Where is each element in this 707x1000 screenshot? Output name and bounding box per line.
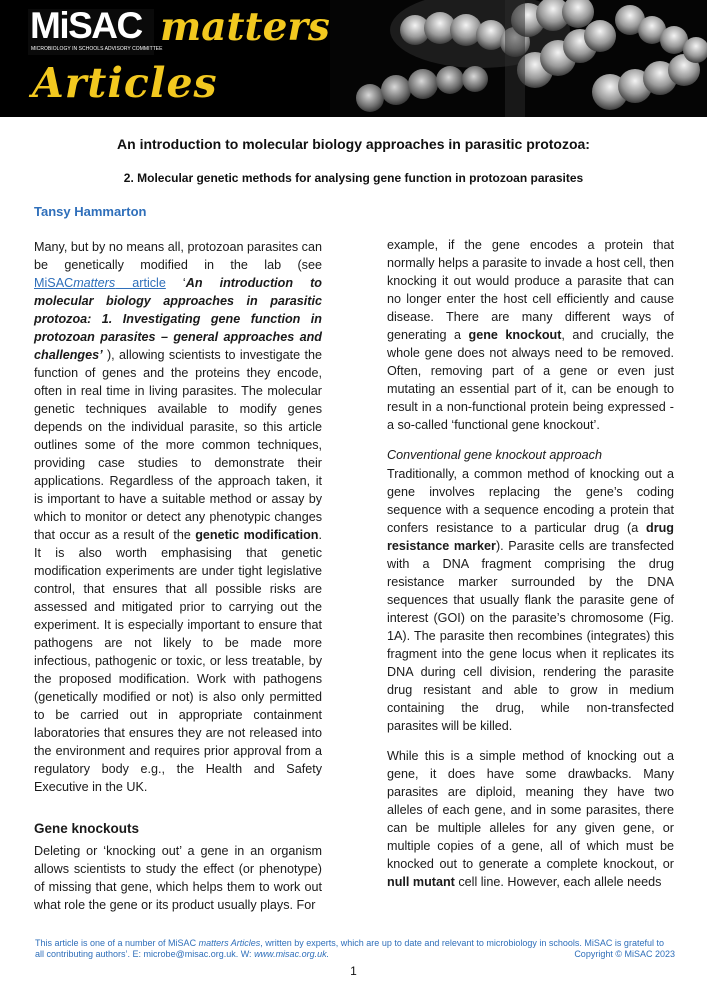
intro-paragraph: Many, but by no means all, protozoan parasites can be genetically modified in the lab (see MiSACmatters article ‘An introduction to molecular biology approaches in parasitic protozoa: 1. Investigating gene function in protozoan parasites – general approaches and challenges’ ), allowing scientists to investigate the function of genes and the proteins they encode, often in real time in living parasites. The molecular genetic techniques available to modify genes depends on the individual parasite, so this article outlines some of the more common techniques, providing case studies to demonstrate their applications. Regardless of the approach taken, it is important to have a suitable method or assay by which to monitor or detect any phenotypic changes that occur as a result of the genetic modification. It is also worth emphasising that genetic modification experiments are under tight legislative control, that ensures that all possible risks are assessed and mitigated prior to carrying out the experiment. It is especially important to ensure that pathogens are not likely to be made more infectious, pathogenic or toxic, or less treatable, by the proposed modification. Work with pathogens (genetically modified or not) is also only permitted to be carried out in appropriate containment laboratories that ensures they are not released into the environment and requires prior approval from a regulatory body e.g., the Health and Safety Executive in the UK. [34,240,323,794]
misac-logo-subtitle: MICROBIOLOGY IN SCHOOLS ADVISORY COMMITTEE [31,46,163,52]
author-name: Tansy Hammarton [34,204,147,219]
subheading-conventional-knockout: Conventional gene knockout approach [387,448,602,462]
right-column [387,236,674,891]
term-drug-resistance-marker: drug resistance marker [387,521,674,553]
copyright-notice: Copyright © MiSAC 2023 [574,949,675,959]
left-column [34,238,322,914]
bacteria-micrograph-image [330,0,707,117]
knockout-paragraph: Deleting or ‘knocking out’ a gene in an organism allows scientists to study the effect (or phenotype) of missing that gene, which helps them to work out what role the gene or its product usually plays. For [34,844,322,912]
section-heading-gene-knockouts: Gene knockouts [34,821,140,836]
banner-matters-text: matters [160,4,330,50]
term-genetic-modification: genetic modification [195,528,319,542]
article-title: An introduction to molecular biology approaches in parasitic protozoa: [117,136,590,152]
referenced-article-title: An introduction to molecular biology approaches in parasitic protozoa: 1. Investigating gene function in protozoan parasites – general approaches and challenges’ [34,276,323,362]
conventional-knockout-paragraph: Traditionally, a common method of knocking out a gene involves replacing the gene’s coding sequence with a sequence encoding a protein that confers resistance to a particular drug (a drug resistance marker). Parasite cells are transfected with a DNA fragment comprising the drug resistance marker surrounded by the DNA sequences that usually flank the parasite gene of interest (GOI) on the parasite’s chromosome (Fig. 1A). The parasite then recombines (integrates) this fragment into the gene locus when it replicates its DNA during cell division, rendering the parasite drug resistant and able to grow in medium containing the drug, while non-transfected parasites will be killed. [387,467,674,733]
term-null-mutant: null mutant [387,875,455,889]
misac-logo-text: MiSAC [30,5,142,46]
website-link[interactable]: www.misac.org.uk. [254,949,330,959]
drawbacks-paragraph: While this is a simple method of knocking out a gene, it does have some drawbacks. Many parasites are diploid, meaning they have two alleles of each gene, and in some parasites, there can be multiple alleles for any given gene, or multiple copies of a gene, all of which must be knocked out to generate a complete knockout, or null mutant cell line. However, each allele needs [387,749,674,889]
term-gene-knockout: gene knockout [468,328,562,342]
article-subtitle: 2. Molecular genetic methods for analysing gene function in protozoan parasites [123,171,584,185]
knockout-continued-paragraph: example, if the gene encodes a protein that normally helps a parasite to invade a host cell, then knocking it out would produce a parasite that can no longer enter the host cell efficiently and cause disease. There are many different ways of generating a gene knockout, and crucially, the whole gene does not always need to be removed. Often, removing part of a gene or even just mutating an essential part of it, can be enough to result in a non-functional protein being expressed - a so-called ‘functional gene knockout’. [387,238,674,432]
header-banner [0,0,707,117]
footer-note: This article is one of a number of MiSAC matters Articles, written by experts, which are up to date and relevant to microbiology in schools. MiSAC is grateful to all contributing authors’. E: microbe@misac.org.uk. W: www.misac.org.uk. Copyright © MiSAC 2023 [35,938,675,959]
page-number: 1 [350,964,357,978]
banner-articles-text: Articles [32,59,218,107]
misac-matters-article-link[interactable]: MiSACmatters article [34,276,166,290]
